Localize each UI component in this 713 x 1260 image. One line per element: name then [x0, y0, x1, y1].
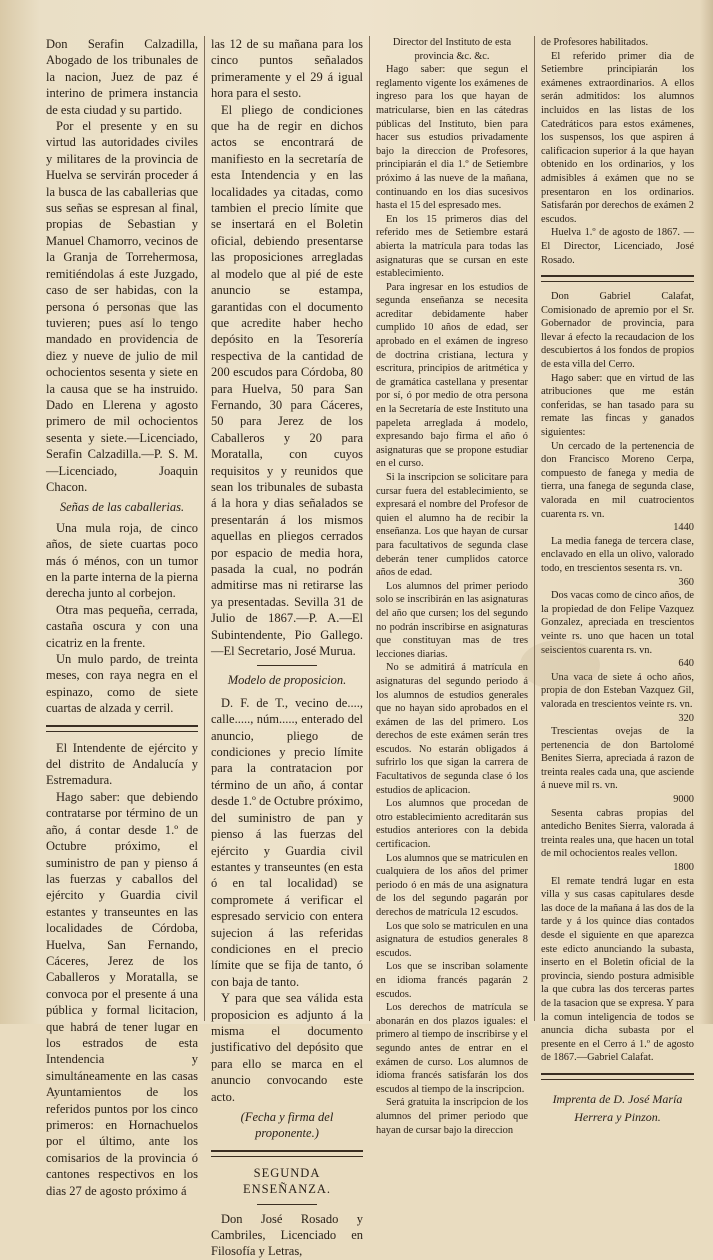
notice-body: El pliego de condiciones que ha de regir en dichos actos se encontrará de manifiesto en la secretaría de esta Intendencia y en las localidades ya citadas, como tambien el precio límite que se insertará en el Boletin oficial, debiendo presentarse las proposiciones arregladas al modelo que al pié de este anuncio se estampa, garantidas con el documento que acredite haber hecho depósito en la Tesorería respectiva de la cantidad de 200 escudos para Córdoba, 80 para Huelva, 50 para San Fernando, 30 para Cáceres, 50 para Jerez de los Caballeros y 20 para Moratalla, con cuyos requisitos y y reunidos que sean los tribunales de subasta á la hora y dias señalados se presentarán á los mismos aquellas en pliegos cerrados por espacio de media hora, pasada la cual, no podrán admitirse mas ni retirarse las ya presentadas. Sevilla 31 de Julio de 1867.—P. A.—El Subintendente, Pio Gallego.—El Secretario, José Murua. — [211, 102, 363, 659]
description-paragraph: Una mula roja, de cinco años, de siete cuartas poco más ó ménos, con un tumor en la parte interna de la pierna derecha junto al corbejon. — [46, 520, 198, 601]
notice-body: En los 15 primeros dias del referido mes de Setiembre estará abierta la matrícula para todas las asignaturas que se cursan en este establecimiento. — [376, 213, 528, 280]
columns — [40, 36, 703, 1259]
column-4 — [535, 36, 700, 1124]
notice-body: Para ingresar en los estudios de segunda enseñanza se necesita acreditar debidamente haber cumplido 10 años de edad, ser aprobado en el exámen de ingreso de doctrina cristiana, lectura y escritura, principios de aritmética y de gramática castellana y presentar por sí, ó por medio de otra persona en la Secretaría de este Instituto una papeleta arreglada á modelo, expresando bajo firma el año ó asignaturas que se propone estudiar en el curso. — [376, 281, 528, 470]
notice-body: Los derechos de matrícula se abonarán en dos plazos iguales: el primero al tiempo de inscribirse y el segundo antes de entrar en el exámen de curso. Los alumnos de idioma francés satisfarán los dos escudos al tiempo de la inscripcion. — [376, 1002, 528, 1095]
list-item: Dos vacas como de cinco años, de la propiedad de don Felipe Vazquez Gonzalez, apreciada en trescientos veinte rs. uno que hacen un total seiscientos cuarenta rs. vn. — [541, 590, 694, 656]
description-paragraph: Otra mas pequeña, cerrada, castaña oscura y con una cicatriz en la frente. — [46, 602, 198, 650]
column-2 — [205, 36, 370, 1259]
column-1 — [40, 36, 205, 1198]
notice-body: Por el presente y en su virtud las autoridades civiles y militares de la provincia de Huelva se servirán proceder á la busca de las caballerias que sus señas se espresan al final, propias de Sebastian y Manuel Chamorro, vecinos de la Granja de Torrehermosa, remitiéndolas á este Juzgado, caso de ser habidas, con la persona ó personas que las tuvieren; pues así lo tengo mandado en providencia de diez y nueve de julio de mil ochocientos sesenta y siete en la causa que se ha instruido. Dado en Llerena y agosto primero de mil ochocientos sesenta y siete.—Licenciado, Serafin Calzadilla.—P. S. M. —Licenciado, Joaquin Chacon. — [46, 119, 198, 494]
list-item: Sesenta cabras propias del antedicho Benites Sierra, valorada á treinta reales una, que hacen un total de mil ochocientos reales vellon. — [541, 807, 694, 860]
notice-body: Si la inscripcion se solicitare para cursar fuera del establecimiento, se expresará el nombre del Profesor de quien el alumno ha de recibir la enseñanza. Los que hayan de cursar para facultativos de segunda clase deberán tener cumplidos catorce años de edad. — [376, 472, 528, 579]
paper-stain — [520, 640, 600, 690]
notice-body: Los que se inscriban solamente en idioma francés pagarán 2 escudos. — [376, 961, 528, 1000]
imprint-line: Imprenta de D. José María — [552, 1091, 683, 1106]
short-divider — [257, 1204, 317, 1205]
section-divider — [211, 1150, 363, 1157]
section-subtitle: Señas de las caballerias. — [59, 500, 185, 515]
list-item: Un cercado de la pertenencia de don Francisco Moreno Cerpa, compuesto de fanega y media de tierra, una fanega de segunda clase, valorada en mil cuatrocientos cuarenta rs. vn. — [541, 440, 694, 520]
section-title: SEGUNDA ENSEÑANZA. — [242, 1165, 332, 1197]
notice-heading: El Intendente de ejército y del distrito de Andalucía y Estremadura. — [46, 740, 198, 788]
notice-body: Los que solo se matriculen en una asignatura de estudios generales 8 escudos. — [376, 920, 528, 959]
list-item-value: 640 — [678, 658, 694, 670]
section-divider — [541, 1073, 694, 1080]
section-divider — [46, 725, 198, 732]
list-item-value-row — [541, 521, 694, 535]
list-item-value: 1440 — [673, 522, 694, 534]
list-item: Trescientas ovejas de la pertenencia de don Bartolomé Benites Sierra, apreciada á razon de treinta reales cada una, que asciende á nueve mil rs. vn. — [541, 726, 694, 792]
notice-signoff: Huelva 1.º de agosto de 1867. —El Director, Licenciado, José Rosado. — [541, 227, 694, 266]
notice-body: El remate tendrá lugar en esta villa y sus casas capitulares desde las doce de la mañana á las dos de la tarde y á los quince dias contados desde el siguiente en que aparezca este edicto anunciando la subasta, inserto en el Boletin oficial de la provincia, siendo postura admisible la que cubra las dos terceras partes de la tasacion que se expresa. Y para la comun inteligencia de todos se anuncia dicha subasta por el presente en el Cerro á 1.º de agosto de 1867.—Gabriel Calafat. — [541, 875, 694, 1064]
model-paragraph: Y para que sea válida esta proposicion es adjunto á la misma el documento justificativo del depósito que para ello se marca en el anuncio convocando este acto. — [211, 991, 363, 1104]
list-item-value: 360 — [678, 576, 694, 588]
printer-imprint — [541, 1090, 694, 1126]
short-divider — [257, 665, 317, 666]
model-paragraph: D. F. de T., vecino de...., calle....., núm....., enterado del anuncio, pliego de condiciones y precio límite para la contratacion por término de un año, á contar desde 1.º de Octubre próximo, del suministro de pan y pienso á las fuerzas del ejército y Guardia civil estantes y transeuntes (en esta ó en tal localidad) se compromete á verificar el espresado servicio con entera sujecion á las referidas condiciones en el precio límite que se fija de tanto, ó con baja de tanto. — [211, 695, 363, 989]
list-item-value-row — [541, 576, 694, 590]
notice-body: Los alumnos que se matriculen en cualquiera de los años del primer periodo ó en más de una asignatura de los del segundo pagarán por derechos de matrícula 12 escudos. — [376, 852, 528, 918]
notice-body: Hago saber: que segun el reglamento vigente los exámenes de ingreso para los que hayan de matricularse, bien en las cátedras públicas del Instituto, bien para hacer sus estudios privadamente bajo la direccion de Profesores, principiarán el dia 1.º de Setiembre próximo á las nueve de la mañana, continuando en los dias sucesivos hasta el 15 del espresado mes. — [376, 64, 528, 212]
list-item-value-row — [541, 712, 694, 726]
description-paragraph: Un mulo pardo, de treinta meses, con raya negra en el espinazo, como de siete cuartas de alzada y cerril. — [46, 652, 198, 716]
notice-heading: Don Gabriel Calafat, Comisionado de apremio por el Sr. Gobernador de provincia, para llevar á efecto la recaudacion de los descubiertos á los fondos de propios de esta villa del Cerro. — [541, 291, 694, 371]
notice-body: Hago saber: que en virtud de las atribuciones que me están conferidas, se han tasado para su remate las fincas y ganados siguientes: — [541, 372, 694, 439]
section-divider — [541, 275, 694, 282]
list-item-value: 320 — [678, 712, 694, 724]
list-item-value-row — [541, 793, 694, 807]
notice-body: Los alumnos del primer periodo solo se inscribirán en las asignaturas del año que cursen; los del segundo no podrán inscribirse en asignaturas que constituyan mas de tres lecciones diarias. — [376, 580, 528, 660]
imprint-line: Herrera y Pinzon. — [574, 1109, 661, 1124]
notice-body: No se admitirá á matrícula en asignaturas del segundo periodo á los alumnos de estudios generales que no hayan sido aprobados en el exámen de las del primero. Los derechos de este exámen serán tres escudos. No estarán obligados á sufrirlo los que sigan la carrera de Facultativos de segunda clase ó los estudios de aplicacion. — [376, 662, 528, 796]
list-item-value-row — [541, 861, 694, 875]
notice-body: de Profesores habilitados. — [541, 37, 649, 48]
paper-stain — [120, 300, 180, 340]
notice-body: las 12 de su mañana para los cinco puntos señalados primeramente y el 29 á igual hora para el sesto. — [211, 37, 363, 101]
notice-heading: Don José Rosado y Cambriles, Licenciado en Filosofía y Letras, — [211, 1211, 363, 1259]
list-item: La media fanega de tercera clase, enclavado en ella un olivo, valorado todo, en trescientos sesenta rs. vn. — [541, 535, 694, 574]
column-3 — [370, 36, 535, 1136]
notice-body: El referido primer dia de Setiembre principiarán los exámenes extraordinarios. A ellos serán admitidos: los alumnos incluidos en las listas de los Catedráticos para estos exámenes, los suspensos, los que aspiren á calificacion superior á la que hayan obtenido en los ordinarios, y los admisibles á exámen que no se presentaron en los ordinarios. Satisfarán por derechos de exámen 2 escudos. — [541, 50, 694, 225]
notice-heading: Director del Instituto de esta provincia &c. &c. — [392, 37, 512, 62]
list-item-value: 1800 — [673, 862, 694, 874]
notice-body: Hago saber: que debiendo contratarse por término de un año, á contar desde 1.º de Octubre próximo, el suministro de pan y pienso á las fuerzas y caballos del ejército y Guardia civil estantes y transeuntes en las localidades de Córdoba, Huelva, San Fernando, Cáceres, Jerez de los Caballeros y Moratalla, se convoca por el presente á una pública y formal licitacion, que habrá de tener lugar en los estrados de esta Intendencia y simultáneamente en las casas Ayuntamientos de los referidos puntos por los cinco primeros: en Hornachuelos por el último, ante los comisarios de la provincia ó cantones respectivos en los dias 27 de agosto próximo á — [46, 789, 198, 1198]
notice-body: Los alumnos que procedan de otro establecimiento acreditarán sus estudios anteriores con la debida certificacion. — [376, 798, 528, 851]
notice-heading: Don Serafin Calzadilla, Abogado de los tribunales de la nacion, Juez de paz é interino de primera instancia de esta ciudad y su partido. — [46, 37, 198, 117]
section-subtitle: Modelo de proposicion. — [227, 673, 347, 688]
list-item: Una vaca de siete á ocho años, propia de don Esteban Vazquez Gil, valorada en trescientos veinte rs. vn. — [541, 671, 694, 710]
notice-body: Será gratuita la inscripcion de los alumnos del primer periodo que hayan de cursar bajo la direccion — [376, 1097, 528, 1136]
list-item-value: 9000 — [673, 794, 694, 806]
signature-note: (Fecha y firma del proponente.) — [240, 1110, 334, 1141]
